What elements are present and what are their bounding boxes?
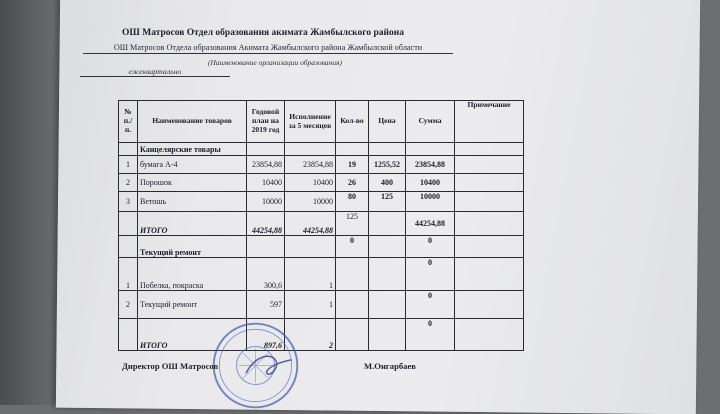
col-header-sum: Сумма xyxy=(406,101,455,143)
org-title: ОШ Матросов Отдел образования акимата Жамбылского района xyxy=(122,28,404,38)
table-row: 1 бумага А-4 23854,88 23854,88 19 1255,52 23854,88 xyxy=(119,156,524,174)
section-row-repair: Текущий ремонт 0 0 xyxy=(119,236,524,258)
section-title: Канцелярские товары xyxy=(138,143,247,156)
director-label: Директор ОШ Матросов xyxy=(122,361,219,371)
section-title: Текущий ремонт xyxy=(138,236,247,258)
table-row: 2 Текущий ремонт 597 1 0 xyxy=(119,291,524,319)
total-row-repair: ИТОГО 897,6 2 0 xyxy=(119,319,524,351)
col-header-note: Примечание xyxy=(455,101,524,143)
background-left-shadow xyxy=(0,0,60,405)
official-stamp xyxy=(208,318,303,413)
total-row-stationery: ИТОГО 44254,88 44254,88 125 44254,88 xyxy=(119,212,524,236)
col-header-fact: Исполнение за 5 месяцев xyxy=(285,101,336,143)
procurement-table xyxy=(118,100,524,351)
org-name-caption: (Наименование организации образования) xyxy=(208,58,342,67)
col-header-price: Цена xyxy=(369,101,406,143)
table-row: 2 Порошок 10400 10400 26 400 10400 xyxy=(119,174,524,192)
table-row: 3 Ветошь 10000 10000 80 125 10000 xyxy=(119,192,524,212)
table-header-row xyxy=(119,101,524,143)
table-row: 1 Побелка, покраска 300,6 1 0 xyxy=(119,258,524,291)
section-row-stationery xyxy=(119,143,524,156)
col-header-no: № п./п. xyxy=(119,101,138,143)
col-header-name: Наименование товаров xyxy=(138,101,247,143)
director-name: М.Онгарбаев xyxy=(364,361,416,371)
org-full-name: ОШ Матросов Отдела образования Акимата Жамбылского района Жамбылской области xyxy=(83,43,453,54)
col-header-qty: Кол-во xyxy=(336,101,369,143)
col-header-plan: Годовой план на 2019 год xyxy=(247,101,285,143)
period-label: ежеквартально xyxy=(80,67,230,77)
